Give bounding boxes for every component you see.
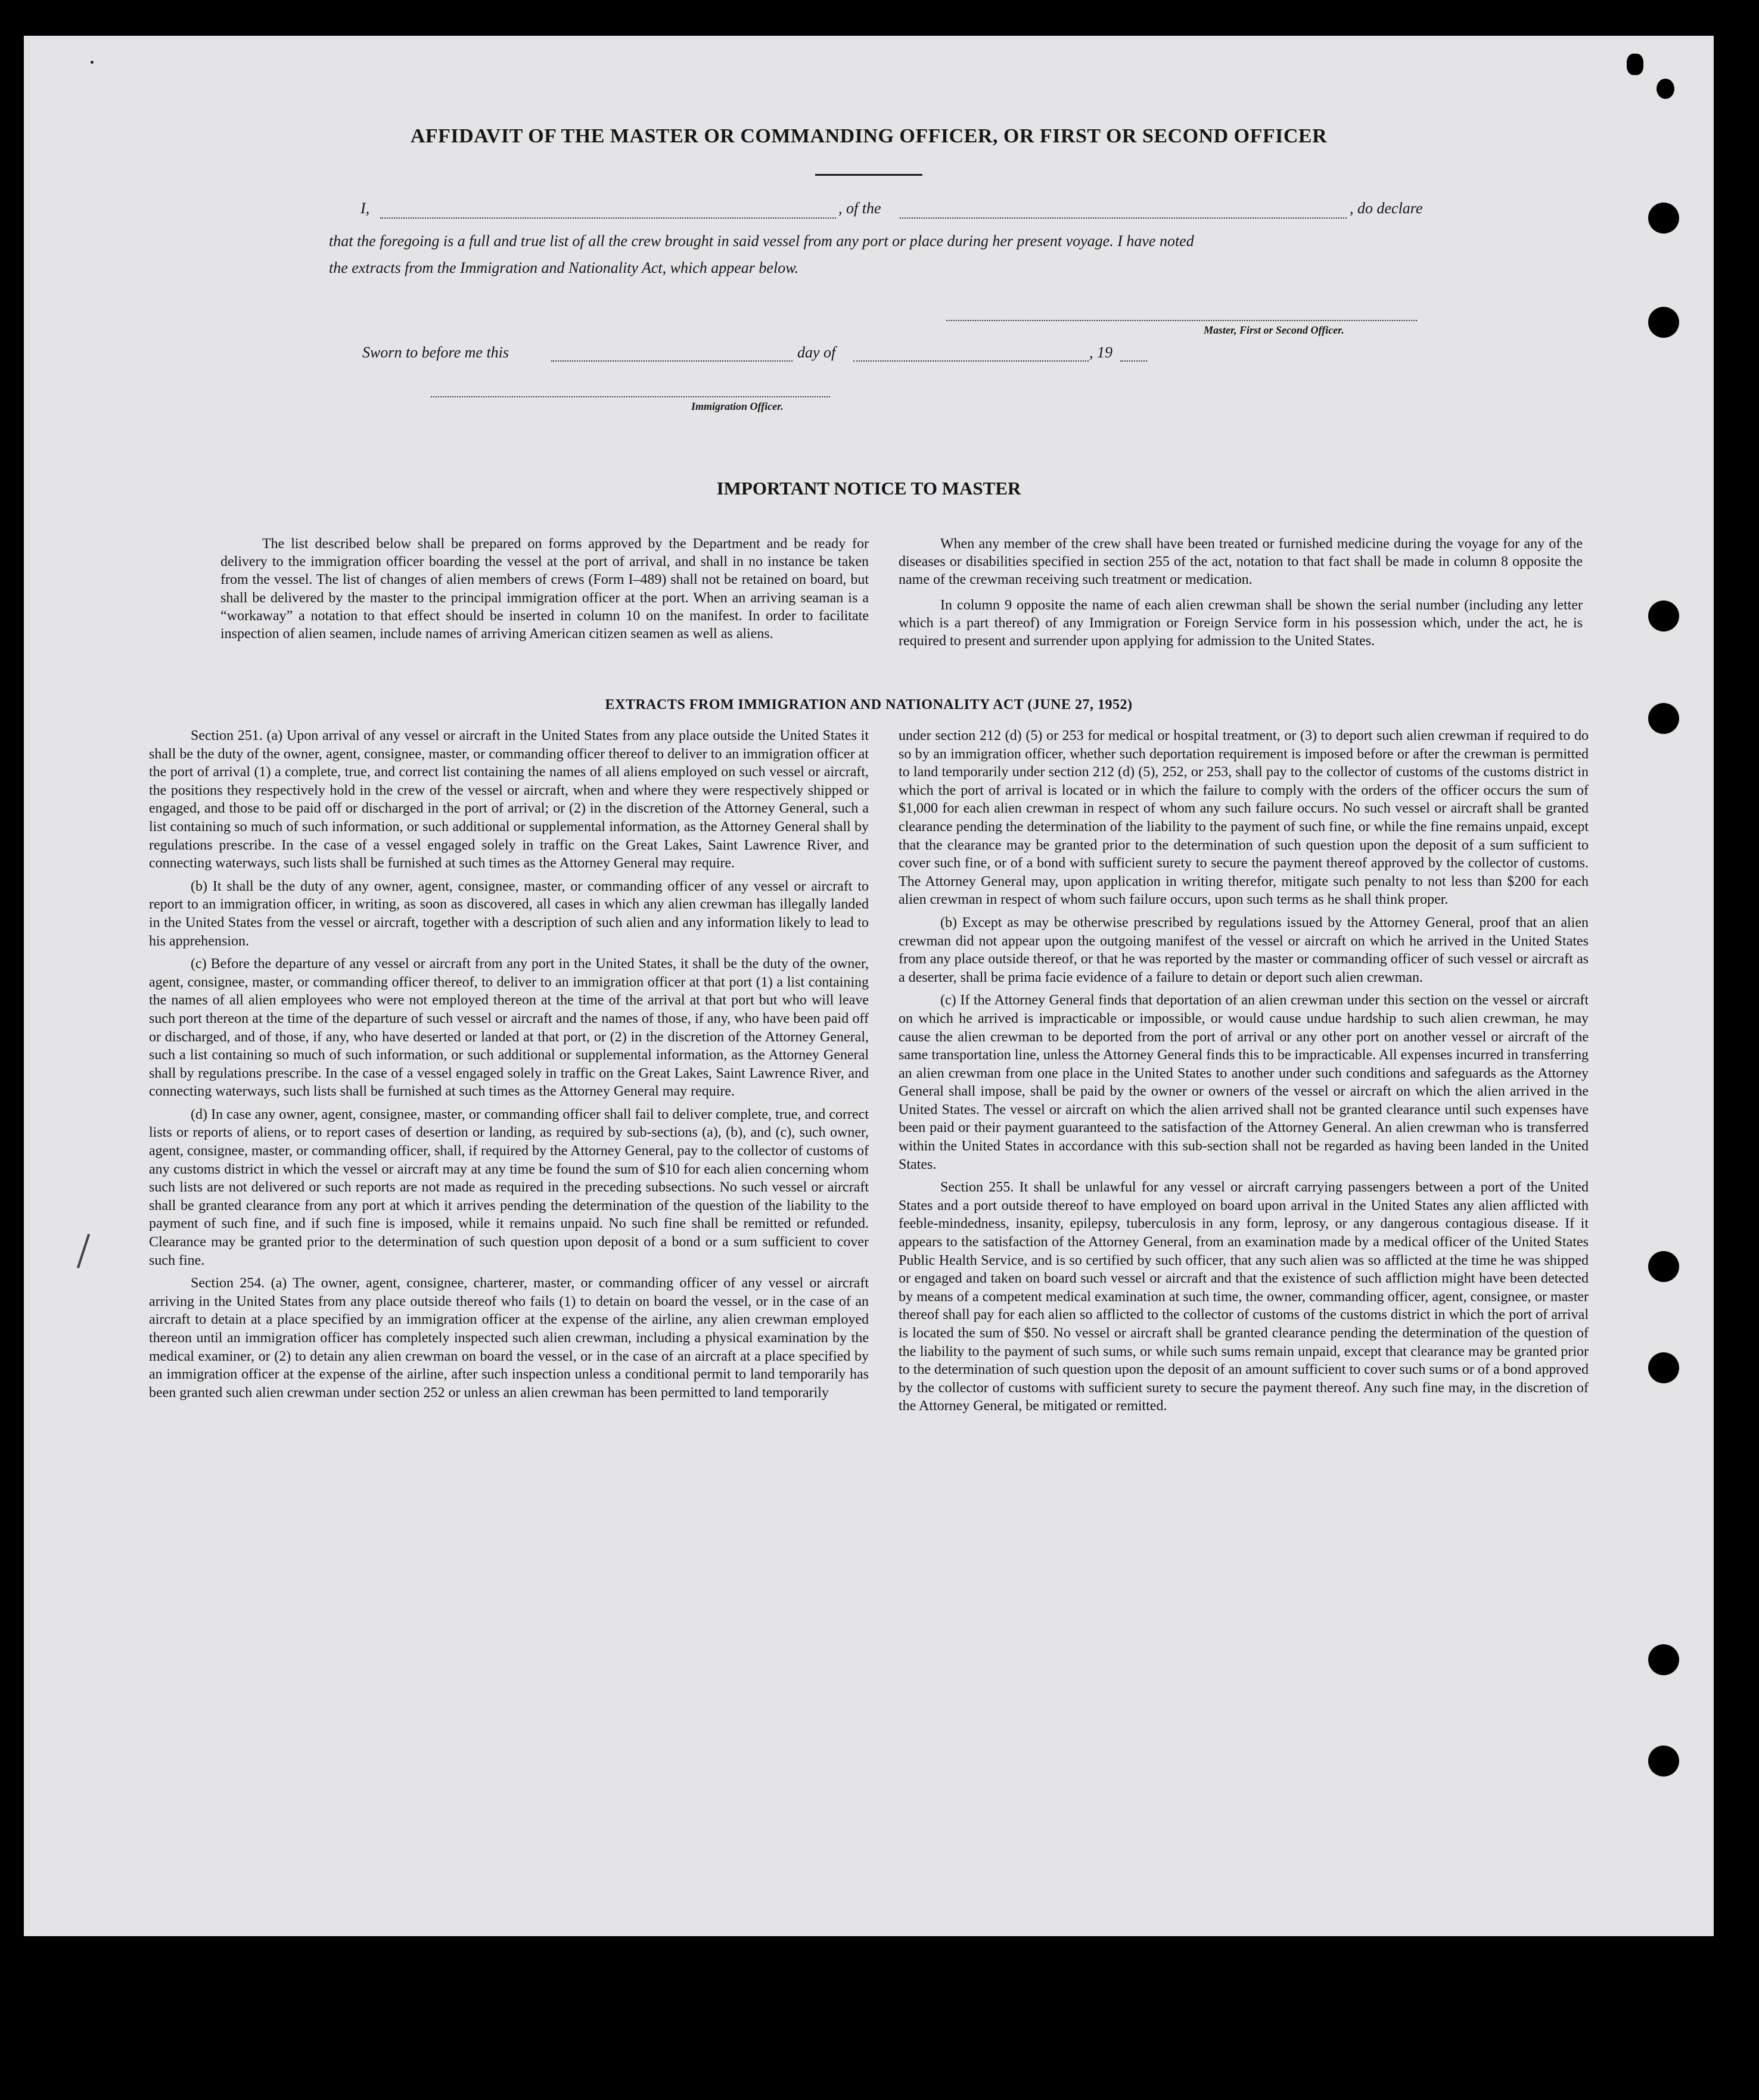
sworn-day-field[interactable] bbox=[551, 360, 793, 362]
act-section-paragraph: (b) It shall be the duty of any owner, agent, consignee, master, or commanding officer of any vessel or aircraft to report to an immigration officer, in writing, as soon as discovered, all cases in which any alien crewman has illegally landed in the United States from the vessel or aircraft, together with a description of such alien and any information likely to lead to his apprehension. bbox=[149, 878, 869, 949]
extracts-left-column bbox=[149, 727, 869, 1407]
i-label: I, bbox=[360, 200, 370, 217]
ink-mark-icon bbox=[1657, 79, 1674, 99]
officer-signature-field[interactable] bbox=[431, 396, 830, 397]
extracts-heading: EXTRACTS FROM IMMIGRATION AND NATIONALITY ACT (JUNE 27, 1952) bbox=[605, 697, 1133, 713]
binder-hole-icon bbox=[1648, 1644, 1679, 1675]
binder-hole-icon bbox=[1648, 601, 1679, 631]
year-label: , 19 bbox=[1089, 344, 1112, 361]
act-section-paragraph: Section 251. (a) Upon arrival of any vessel or aircraft in the United States from any place outside the United States it shall be the duty of the owner, agent, consignee, master, or commanding officer thereof to deliver to an immigration officer at the port of arrival (1) a complete, true, and correct list containing the names of all aliens employed on such vessel or aircraft, the positions they respectively hold in the crew of the vessel or aircraft, when and where they were respectively shipped or engaged, and those to be paid off or discharged in the port of arrival; or (2) in the discretion of the Attorney General, such a list containing so much of such information, or such additional or supplemental information, as the Attorney General shall by regulations prescribe. In the case of a vessel engaged solely in traffic on the Great Lakes, Saint Lawrence River, and connecting waterways, such lists shall be furnished at such times as the Attorney General may require. bbox=[149, 728, 869, 872]
notice-paragraph: In column 9 opposite the name of each alien crewman shall be shown the serial number (including any letter which is a part thereof) of any Immigration or Foreign Service form in his possession which, under the act, he is required to present and surrender upon applying for admission to the United States. bbox=[899, 597, 1583, 649]
do-declare-label: , do declare bbox=[1350, 200, 1423, 217]
act-section-paragraph: Section 254. (a) The owner, agent, consignee, charterer, master, or commanding officer of any vessel or aircraft arriving in the United States from any place outside thereof who fails (1) to detain on board the vessel, or in the case of an aircraft to detain at a place specified by an immigration officer at the expense of the airline, any alien crewman employed thereon until an immigration officer has completely inspected such alien crewman, including a physical examination by the medical examiner, or (2) to detain any alien crewman on board the vessel, or in the case of an aircraft at a place specified by an immigration officer at the expense of the airline, after such inspection unless a conditional permit to land temporarily has been granted such alien crewman under section 252 or unless an alien crewman has been permitted to land temporarily bbox=[149, 1275, 869, 1401]
scan-border bbox=[0, 0, 24, 2100]
notice-heading: IMPORTANT NOTICE TO MASTER bbox=[716, 478, 1021, 499]
binder-hole-icon bbox=[1648, 307, 1679, 338]
act-section-paragraph: Section 255. It shall be unlawful for any vessel or aircraft carrying passengers between a port of the United States and a port outside thereof to have employed on board upon arrival in the United States any alien afflicted with feeble-mindedness, insanity, epilepsy, tuberculosis in any form, leprosy, or any dangerous contagious disease. If it appears to the satisfaction of the Attorney General, from an examination made by a medical officer of the United States Public Health Service, and is so certified by such officer, that any such alien was so afflicted at the time he was shipped or engaged and taken on board such vessel or aircraft and that the existence of such affliction might have been detected by means of a competent medical examination at such time, the owner, commanding officer, agent, consignee, or master thereof shall pay for each alien so afflicted to the collector of customs of the customs district in which the port of arrival is located the sum of $50. No vessel or aircraft shall be granted clearance pending the determination of the question of the liability to the payment of such sums, or while such sums remain unpaid, except that clearance may be granted prior to the determination of such question upon the deposit of an amount sufficient to cover such sums or of a bond approved by the collector of customs with sufficient surety to secure the payment thereof. Any such fine may, in the discretion of the Attorney General, be mitigated or remitted. bbox=[899, 1180, 1589, 1414]
ink-mark-icon bbox=[77, 1234, 90, 1268]
notice-paragraph: The list described below shall be prepared on forms approved by the Department and be ready for delivery to the immigration officer boarding the vessel at the port of arrival, and shall in no instance be taken from the vessel. The list of changes of alien members of crews (Form I–489) shall not be retained on board, but shall be delivered by the master to the principal immigration officer at the port. When an arriving seaman is a “workaway” a notation to that effect should be inserted in column 10 on the manifest. In order to facilitate inspection of alien seamen, include names of arriving American citizen seamen as well as aliens. bbox=[220, 536, 869, 642]
declaration-line-2: the extracts from the Immigration and Nationality Act, which appear below. bbox=[329, 259, 799, 276]
day-of-label: day of bbox=[797, 344, 836, 361]
act-section-paragraph: (c) Before the departure of any vessel or aircraft from any port in the United States, it shall be the duty of the owner, agent, consignee, master, or commanding officer thereof, to deliver to an immigration officer at that port (1) a list containing the names of all alien employees who were not employed thereon at the time of the arrival at that port but who will leave such port thereon at the time of the departure of such vessel or aircraft and the names of those, if any, who have been paid off or discharged, and of those, if any, who have deserted or landed at that port, or (2) in the discretion of the Attorney General, such a list containing so much of such information, or such additional or supplemental information, as the Attorney General shall by regulations prescribe. In the case of a vessel engaged solely in traffic on the Great Lakes, Saint Lawrence River, and connecting waterways, such lists shall be furnished at such times as the Attorney General may require. bbox=[149, 956, 869, 1100]
affidavit-title: AFFIDAVIT OF THE MASTER OR COMMANDING OFFICER, OR FIRST OR SECOND OFFICER bbox=[410, 125, 1328, 147]
notice-left-column bbox=[220, 535, 869, 643]
sworn-label: Sworn to before me this bbox=[362, 344, 509, 361]
sworn-month-field[interactable] bbox=[853, 360, 1089, 362]
act-section-paragraph: under section 212 (d) (5) or 253 for medical or hospital treatment, or (3) to deport such alien crewman if required to do so by an immigration officer, whether such deportation requirement is imposed before or after the crewman is permitted to land temporarily under section 212 (d) (5), 252, or 253, shall pay to the collector of customs of the customs district in which the port of arrival is located or in which the failure to comply with the orders of the officer occurs the sum of $1,000 for each alien crewman in respect of whom any such failure occurs. No such vessel or aircraft shall be granted clearance pending the determination of the liability to the payment of such fine, or while the fine remains unpaid, except that the clearance may be granted prior to the determination of such question upon the deposit of a sum sufficient to cover such fine, or of a bond with sufficient surety to secure the payment thereof approved by the collector of customs. The Attorney General may, upon application in writing therefor, mitigate such penalty to not less than $200 for each alien crewman in respect of whom such failure occurs, upon such terms as he shall think proper. bbox=[899, 728, 1589, 908]
binder-hole-icon bbox=[1648, 1746, 1679, 1777]
ink-mark-icon bbox=[1627, 54, 1643, 75]
act-section-paragraph: (d) In case any owner, agent, consignee, master, or commanding officer shall fail to deliver complete, true, and correct lists or reports of aliens, or to report cases of desertion or landing, as required by sub-sections (a), (b), and (c), such owner, agent, consignee, master, or commanding officer, shall, if required by the Attorney General, pay to the collector of customs of any customs district in which the vessel or aircraft may at any time be found the sum of $10 for each alien concerning whom such lists are not delivered or such reports are not made as required in the preceding subsections. No such vessel or aircraft shall be granted clearance from any port at which it arrives pending the determination of the question of the liability to the payment of such fine, and if such fine is imposed, while it remains unpaid. No such fine shall be remitted or refunded. Clearance may be granted prior to the determination of such question upon deposit of a bond or a sum sufficient to cover such fine. bbox=[149, 1106, 869, 1268]
ink-mark-icon bbox=[91, 61, 94, 64]
act-section-paragraph: (b) Except as may be otherwise prescribed by regulations issued by the Attorney General, proof that an alien crewman did not appear upon the outgoing manifest of the vessel or aircraft on which he arrived in the United States from any place outside thereof, or that he was reported by the master or commanding officer of such vessel or aircraft as a deserter, shall be prima facie evidence of a failure to detain or deport such alien crewman. bbox=[899, 914, 1589, 985]
title-divider bbox=[815, 174, 922, 176]
declaration-line-1: that the foregoing is a full and true list of all the crew brought in said vessel from any port or place during her present voyage. I have noted bbox=[329, 232, 1194, 250]
act-section-paragraph: (c) If the Attorney General finds that deportation of an alien crewman under this section on the vessel or aircraft on which he arrived is impracticable or impossible, or would cause undue hardship to such alien crewman, he may cause the alien crewman to be deported from the port of arrival or any other port on another vessel or aircraft of the same transportation line, unless the Attorney General finds this to be impracticable. All expenses incurred in transferring an alien crewman from one place in the United States to another under such conditions and safeguards as the Attorney General shall impose, shall be paid by the owner or owners of the vessel or aircraft on which the alien arrived in the United States. The vessel or aircraft on which the alien arrived shall not be granted clearance until such expenses have been paid or their payment guaranteed to the satisfaction of the Attorney General. An alien crewman who is transferred within the United States in accordance with this sub-section shall not be regarded as having been landed in the United States. bbox=[899, 993, 1589, 1172]
master-name-field[interactable] bbox=[380, 217, 836, 219]
notice-right-column bbox=[899, 535, 1583, 650]
extracts-right-column bbox=[899, 727, 1589, 1420]
of-the-label: , of the bbox=[838, 200, 881, 217]
master-signature-field[interactable] bbox=[946, 320, 1417, 321]
binder-hole-icon bbox=[1648, 203, 1679, 234]
officer-caption: Immigration Officer. bbox=[691, 400, 784, 412]
sworn-year-field[interactable] bbox=[1120, 360, 1147, 362]
binder-hole-icon bbox=[1648, 1352, 1679, 1383]
master-caption: Master, First or Second Officer. bbox=[1204, 324, 1344, 336]
vessel-name-field[interactable] bbox=[900, 217, 1347, 219]
binder-hole-icon bbox=[1648, 1251, 1679, 1282]
notice-paragraph: When any member of the crew shall have been treated or furnished medicine during the voyage for any of the diseases or disabilities specified in section 255 of the act, notation to that fact shall be made in column 8 opposite the name of the crewman receiving such treatment or medication. bbox=[899, 536, 1583, 588]
document-page bbox=[24, 36, 1714, 1936]
